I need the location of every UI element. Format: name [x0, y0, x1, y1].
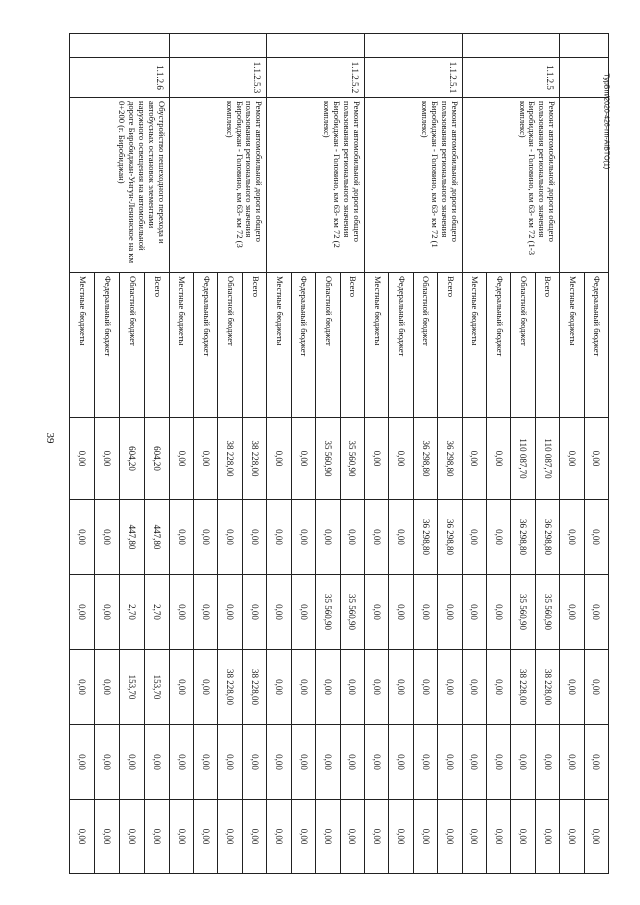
value-cell: 38 228,00	[511, 650, 535, 725]
value-cell: 35 560,90	[535, 575, 559, 650]
value-cell: 36 298,80	[413, 500, 437, 575]
value-cell: 0,00	[169, 418, 193, 500]
value-cell: 0,00	[242, 500, 266, 575]
value-cell: 38 228,00	[242, 650, 266, 725]
value-cell: 0,00	[194, 650, 218, 725]
value-cell: 35 560,90	[340, 575, 364, 650]
value-cell: 0,00	[169, 500, 193, 575]
value-cell: 0,00	[438, 650, 462, 725]
value-cell: 38 228,00	[218, 418, 242, 500]
value-cell: 35 560,90	[316, 575, 340, 650]
value-cell: 0,00	[340, 800, 364, 874]
value-cell: 0,00	[438, 725, 462, 800]
value-cell: 35 560,90	[316, 418, 340, 500]
value-cell: 0,00	[560, 800, 584, 874]
margin-cell	[560, 34, 609, 58]
funding-source: Всего	[438, 273, 462, 418]
value-cell: 0,00	[413, 575, 437, 650]
margin-cell	[169, 34, 267, 58]
value-cell: 38 228,00	[535, 650, 559, 725]
value-cell: 0,00	[584, 800, 608, 874]
value-cell: 0,00	[486, 725, 510, 800]
funding-source: Областной бюджет	[413, 273, 437, 418]
value-cell: 0,00	[169, 725, 193, 800]
value-cell: 35 560,90	[340, 418, 364, 500]
value-cell: 2,70	[144, 575, 169, 650]
funding-source: Всего	[144, 273, 169, 418]
funding-source: Федеральный бюджет	[486, 273, 510, 418]
value-cell: 447,80	[144, 500, 169, 575]
value-cell: 0,00	[584, 500, 608, 575]
value-cell: 0,00	[267, 800, 291, 874]
value-cell: 0,00	[584, 725, 608, 800]
value-cell: 0,00	[511, 725, 535, 800]
value-cell: 0,00	[218, 725, 242, 800]
funding-source: Местные бюджеты	[70, 273, 95, 418]
value-cell: 0,00	[364, 650, 388, 725]
value-cell: 0,00	[194, 500, 218, 575]
value-cell: 0,00	[95, 800, 120, 874]
value-cell: 0,00	[389, 500, 413, 575]
value-cell: 0,00	[389, 418, 413, 500]
value-cell: 0,00	[267, 418, 291, 500]
item-name: Ремонт автомобильной дороги общего пользования регионального значения Биробиджан - Головино, км 63- км 72 (2 комплекс)	[267, 98, 365, 273]
value-cell: 0,00	[486, 800, 510, 874]
value-cell: 0,00	[291, 725, 315, 800]
value-cell: 0,00	[291, 418, 315, 500]
value-cell: 0,00	[242, 800, 266, 874]
value-cell: 36 298,80	[413, 418, 437, 500]
value-cell: 0,00	[560, 575, 584, 650]
value-cell: 0,00	[511, 800, 535, 874]
footer-code	[596, 73, 616, 180]
value-cell: 0,00	[462, 575, 486, 650]
value-cell: 0,00	[194, 575, 218, 650]
value-cell: 2,70	[119, 575, 144, 650]
value-cell: 0,00	[486, 575, 510, 650]
value-cell: 36 298,80	[438, 418, 462, 500]
value-cell: 110 087,70	[535, 418, 559, 500]
funding-source: Федеральный бюджет	[95, 273, 120, 418]
value-cell: 36 298,80	[535, 500, 559, 575]
funding-source: Местные бюджеты	[462, 273, 486, 418]
value-cell: 153,70	[144, 650, 169, 725]
value-cell: 0,00	[144, 725, 169, 800]
value-cell: 0,00	[535, 725, 559, 800]
funding-source: Местные бюджеты	[267, 273, 291, 418]
value-cell: 0,00	[242, 725, 266, 800]
funding-source: Всего	[340, 273, 364, 418]
value-cell: 0,00	[438, 800, 462, 874]
value-cell: 35 560,90	[511, 575, 535, 650]
value-cell: 0,00	[364, 575, 388, 650]
funding-source: Областной бюджет	[316, 273, 340, 418]
value-cell: 0,00	[291, 500, 315, 575]
value-cell: 0,00	[291, 575, 315, 650]
value-cell: 0,00	[194, 725, 218, 800]
value-cell: 0,00	[119, 800, 144, 874]
value-cell: 0,00	[584, 650, 608, 725]
value-cell: 0,00	[389, 650, 413, 725]
funding-source: Всего	[535, 273, 559, 418]
value-cell: 0,00	[218, 575, 242, 650]
margin-cell	[462, 34, 560, 58]
value-cell: 0,00	[364, 800, 388, 874]
value-cell: 0,00	[194, 418, 218, 500]
funding-source: Местные бюджеты	[364, 273, 388, 418]
table-row	[438, 34, 462, 874]
funding-source: Федеральный бюджет	[584, 273, 608, 418]
value-cell: 0,00	[95, 725, 120, 800]
value-cell: 0,00	[70, 650, 95, 725]
funding-source: Федеральный бюджет	[194, 273, 218, 418]
value-cell: 0,00	[95, 650, 120, 725]
item-code: 1.1.2.5.1	[364, 58, 462, 98]
value-cell: 0,00	[70, 500, 95, 575]
funding-source: Областной бюджет	[119, 273, 144, 418]
item-name: Ремонт автомобильной дороги общего пользования регионального значения Биробиджан - Головино, км 63- км 72 (1-3 комплекс)	[462, 98, 560, 273]
value-cell: 0,00	[364, 418, 388, 500]
table-row	[144, 34, 169, 874]
value-cell: 0,00	[218, 500, 242, 575]
value-cell: 0,00	[267, 650, 291, 725]
item-name: Обустройство пешеходного перехода и автобусных остановок элементами наружного освещения на автомобильной дороге Биробиджан-Унгун-Ленинское на км 0+200 (г. Биробиджан)	[70, 98, 170, 273]
funding-source: Всего	[242, 273, 266, 418]
value-cell: 0,00	[316, 725, 340, 800]
item-code: 1.1.2.6	[70, 58, 170, 98]
value-cell: 36 298,80	[438, 500, 462, 575]
value-cell: 0,00	[413, 650, 437, 725]
table-container	[69, 33, 609, 873]
value-cell: 0,00	[242, 575, 266, 650]
value-cell: 0,00	[413, 725, 437, 800]
value-cell: 0,00	[560, 725, 584, 800]
table-row	[535, 34, 559, 874]
value-cell: 0,00	[70, 418, 95, 500]
value-cell: 0,00	[389, 575, 413, 650]
value-cell: 0,00	[340, 725, 364, 800]
budget-table	[69, 33, 609, 874]
item-code: 1.1.2.5.3	[169, 58, 267, 98]
funding-source: Областной бюджет	[218, 273, 242, 418]
value-cell: 0,00	[486, 650, 510, 725]
funding-source: Федеральный бюджет	[389, 273, 413, 418]
value-cell: 0,00	[267, 500, 291, 575]
funding-source: Областной бюджет	[511, 273, 535, 418]
value-cell: 0,00	[95, 500, 120, 575]
page-number: 39	[44, 432, 56, 444]
value-cell: 110 087,70	[511, 418, 535, 500]
value-cell: 0,00	[340, 650, 364, 725]
value-cell: 0,00	[70, 575, 95, 650]
value-cell: 604,20	[119, 418, 144, 500]
value-cell: 0,00	[462, 800, 486, 874]
value-cell: 0,00	[486, 418, 510, 500]
value-cell: 0,00	[364, 725, 388, 800]
value-cell: 36 298,80	[511, 500, 535, 575]
value-cell: 0,00	[144, 800, 169, 874]
rotated-sheet	[69, 33, 609, 873]
table-body	[70, 34, 609, 874]
footer-text: TypBm/2020-426-rm-AIBTO(1)	[602, 73, 610, 170]
table-row	[340, 34, 364, 874]
value-cell: 0,00	[462, 418, 486, 500]
value-cell: 0,00	[560, 500, 584, 575]
item-code: 1.1.2.5	[462, 58, 560, 98]
item-code: 1.1.2.5.2	[267, 58, 365, 98]
value-cell: 0,00	[194, 800, 218, 874]
table-row	[242, 34, 266, 874]
value-cell: 0,00	[316, 650, 340, 725]
value-cell: 0,00	[95, 575, 120, 650]
value-cell: 0,00	[560, 418, 584, 500]
value-cell: 0,00	[462, 500, 486, 575]
value-cell: 0,00	[462, 725, 486, 800]
value-cell: 0,00	[389, 800, 413, 874]
value-cell: 0,00	[584, 575, 608, 650]
value-cell: 0,00	[291, 800, 315, 874]
value-cell: 0,00	[119, 725, 144, 800]
value-cell: 0,00	[389, 725, 413, 800]
value-cell: 38 228,00	[242, 418, 266, 500]
value-cell: 0,00	[169, 650, 193, 725]
value-cell: 0,00	[535, 800, 559, 874]
value-cell: 0,00	[95, 418, 120, 500]
value-cell: 0,00	[267, 725, 291, 800]
value-cell: 0,00	[584, 418, 608, 500]
value-cell: 604,20	[144, 418, 169, 500]
value-cell: 0,00	[438, 575, 462, 650]
value-cell: 0,00	[340, 500, 364, 575]
funding-source: Федеральный бюджет	[291, 273, 315, 418]
value-cell: 0,00	[316, 800, 340, 874]
value-cell: 0,00	[486, 500, 510, 575]
value-cell: 0,00	[70, 800, 95, 874]
funding-source: Местные бюджеты	[560, 273, 584, 418]
margin-cell	[364, 34, 462, 58]
value-cell: 0,00	[267, 575, 291, 650]
value-cell: 0,00	[316, 500, 340, 575]
item-name: Ремонт автомобильной дороги общего пользования регионального значения Биробиджан - Головино, км 63- км 72 (3 комплекс)	[169, 98, 267, 273]
value-cell: 0,00	[560, 650, 584, 725]
value-cell: 0,00	[218, 800, 242, 874]
value-cell: 0,00	[169, 800, 193, 874]
value-cell: 447,80	[119, 500, 144, 575]
value-cell: 0,00	[291, 650, 315, 725]
value-cell: 0,00	[169, 575, 193, 650]
value-cell: 0,00	[70, 725, 95, 800]
margin-cell	[70, 34, 170, 58]
value-cell: 0,00	[462, 650, 486, 725]
value-cell: 38 228,00	[218, 650, 242, 725]
funding-source: Местные бюджеты	[169, 273, 193, 418]
item-name: Ремонт автомобильной дороги общего пользования регионального значения Биробиджан - Головино, км 63- км 72 (1 комплекс)	[364, 98, 462, 273]
value-cell: 0,00	[364, 500, 388, 575]
margin-cell	[267, 34, 365, 58]
value-cell: 153,70	[119, 650, 144, 725]
value-cell: 0,00	[413, 800, 437, 874]
